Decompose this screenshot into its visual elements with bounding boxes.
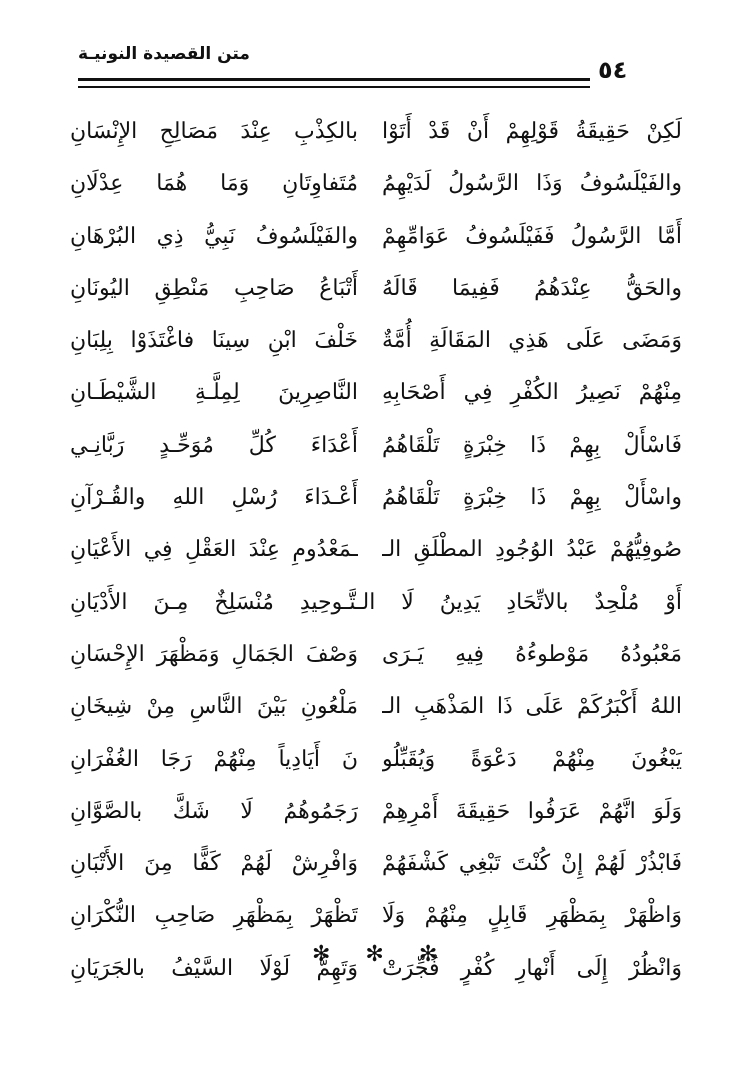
verse-second-hemistich: أَتْبَاعُ صَاحِبِ مَنْطِقِ اليُونَانِ bbox=[70, 275, 358, 301]
page-number: ٥٤ bbox=[598, 56, 628, 84]
verse-first-hemistich: صُوفِيُّهُمْ عَبْدُ الوُجُودِ المطْلَقِ الـ bbox=[382, 537, 682, 563]
verse-second-hemistich: وَصْفَ الجَمَالِ وَمَظْهَرَ الإِحْسَانِ bbox=[70, 641, 358, 667]
running-header-title: متن القصيدة النونيـة bbox=[78, 44, 250, 64]
verse-second-hemistich: نَ أَيَادِياً مِنْهُمْ رَجَا الغُفْرَانِ bbox=[70, 746, 358, 772]
verse-first-hemistich: وَلَوَ انَّهُمْ عَرَفُوا حَقِيقَةَ أَمْرِهِمْ bbox=[382, 798, 682, 824]
verse-first-hemistich: مَعْبُودُهُ مَوْطوءُهُ فِيهِ يَـرَى bbox=[382, 641, 682, 667]
verse-second-hemistich: والفَيْلَسُوفُ نَبِيُّ ذِي البُرْهَانِ bbox=[70, 223, 358, 249]
verse-first-hemistich: وَمَضَى عَلَى هَذِي المَقَالَةِ أُمَّةٌ bbox=[382, 328, 682, 354]
header-rule-thin bbox=[78, 86, 590, 88]
verse-line bbox=[70, 315, 682, 367]
verse-first-hemistich: وَاظْهَرْ بِمَظْهَرِ قَابِلٍ مِنْهُمْ وَلَا bbox=[382, 903, 682, 929]
verse-first-hemistich: اللهُ أَكْبَرُكَمْ عَلَى ذَا المَذْهَبِ الـ bbox=[382, 694, 682, 720]
verse-line bbox=[70, 158, 682, 210]
verse-line bbox=[70, 420, 682, 472]
verse-line bbox=[70, 472, 682, 524]
verse-second-hemistich: وَافْرِشْ لَهُمْ كَفًّا مِنَ الأَتْبَانِ bbox=[70, 851, 358, 877]
verse-full-line: أَوْ مُلْحِدٌ بالاتِّحَادِ يَدِينُ لَا الـتَّـوحِيدِ مُنْسَلِخٌ مِـنَ الأَدْيَانِ bbox=[70, 589, 682, 615]
verse-second-hemistich: أَعْـدَاءَ رُسْلِ اللهِ والقُـرْآنِ bbox=[70, 485, 358, 511]
verse-second-hemistich: أَعْدَاءَ كُلِّ مُوَحِّـدٍ رَبَّانِـي bbox=[70, 432, 358, 458]
verse-first-hemistich: لَكِنْ حَقِيقَةُ قَوْلِهِمْ أَنْ قَدْ أَتَوْا bbox=[382, 119, 682, 144]
verse-second-hemistich: رَجَمُوهُمُ لَا شَكَّ بالصَّوَّانِ bbox=[70, 798, 358, 824]
verse-line bbox=[70, 263, 682, 315]
verse-line bbox=[70, 681, 682, 733]
verse-second-hemistich: خَلْفَ ابْنِ سِينَا فاغْتَذَوْا بِلِبَانِ bbox=[70, 328, 358, 354]
verse-line bbox=[70, 734, 682, 786]
verse-first-hemistich: أَمَّا الرَّسُولُ فَفَيْلَسُوفُ عَوَامِّهِمْ bbox=[382, 223, 682, 249]
verse-first-hemistich: والحَقُّ عِنْدَهُمُ فَفِيمَا قَالَهُ bbox=[382, 275, 682, 301]
verse-first-hemistich: وَانْظُرْ إِلَى أَنْهارِ كُفْرٍ فُجِّرَتْ bbox=[382, 955, 682, 981]
verse-first-hemistich: واسْأَلْ بِهِمْ ذَا خِبْرَةٍ تَلْقَاهُمُ bbox=[382, 485, 682, 511]
verse-line bbox=[70, 890, 682, 942]
verse-line bbox=[70, 838, 682, 890]
verse-line bbox=[70, 211, 682, 263]
poem-body bbox=[70, 106, 682, 995]
verse-second-hemistich: ـمَعْدُومِ عِنْدَ العَقْلِ فِي الأَعْيَانِ bbox=[70, 537, 358, 563]
verse-first-hemistich: يَبْغُونَ مِنْهُمْ دَعْوَةً وَيُقَبِّلُو bbox=[382, 746, 682, 772]
verse-first-hemistich: فَاسْأَلْ بِهِمْ ذَا خِبْرَةٍ تَلْقَاهُمُ bbox=[382, 432, 682, 458]
verse-second-hemistich: النَّاصِرِينَ لِمِلَّـةِ الشَّيْطَـانِ bbox=[70, 380, 358, 406]
verse-line bbox=[70, 524, 682, 576]
verse-second-hemistich: تَظْهَرْ بِمَظْهَرِ صَاحِبِ النُّكْرَانِ bbox=[70, 903, 358, 929]
verse-line bbox=[70, 577, 682, 629]
verse-second-hemistich: مَلْعُونِ بَيْنَ النَّاسِ مِنْ شِيخَانِ bbox=[70, 694, 358, 720]
section-divider-asterisks: ✻ ✻ ✻ bbox=[312, 942, 452, 967]
verse-first-hemistich: والفَيْلَسُوفُ وَذَا الرَّسُولُ لَدَيْهِمُ bbox=[382, 171, 682, 197]
verse-second-hemistich: مُتَفاوِتَانِ وَمَا هُمَا عِدْلَانِ bbox=[70, 171, 358, 197]
verse-line bbox=[70, 367, 682, 419]
header-rule-thick bbox=[78, 78, 590, 81]
verse-first-hemistich: مِنْهُمْ نَصِيرُ الكُفْرِ فِي أَصْحَابِهِ bbox=[382, 380, 682, 406]
verse-line bbox=[70, 106, 682, 158]
verse-first-hemistich: فَابْذُرْ لَهُمْ إِنْ كُنْتَ تَبْغِي كَشْفَهُمْ bbox=[382, 851, 682, 877]
verse-line bbox=[70, 629, 682, 681]
verse-line bbox=[70, 786, 682, 838]
verse-second-hemistich: وَتَهِمُّ لَوْلَا السَّيْفُ بالجَرَيَانِ bbox=[70, 955, 358, 981]
verse-second-hemistich: بالكِذْبِ عِنْدَ مَصَالِحِ الإِنْسَانِ bbox=[70, 119, 358, 144]
